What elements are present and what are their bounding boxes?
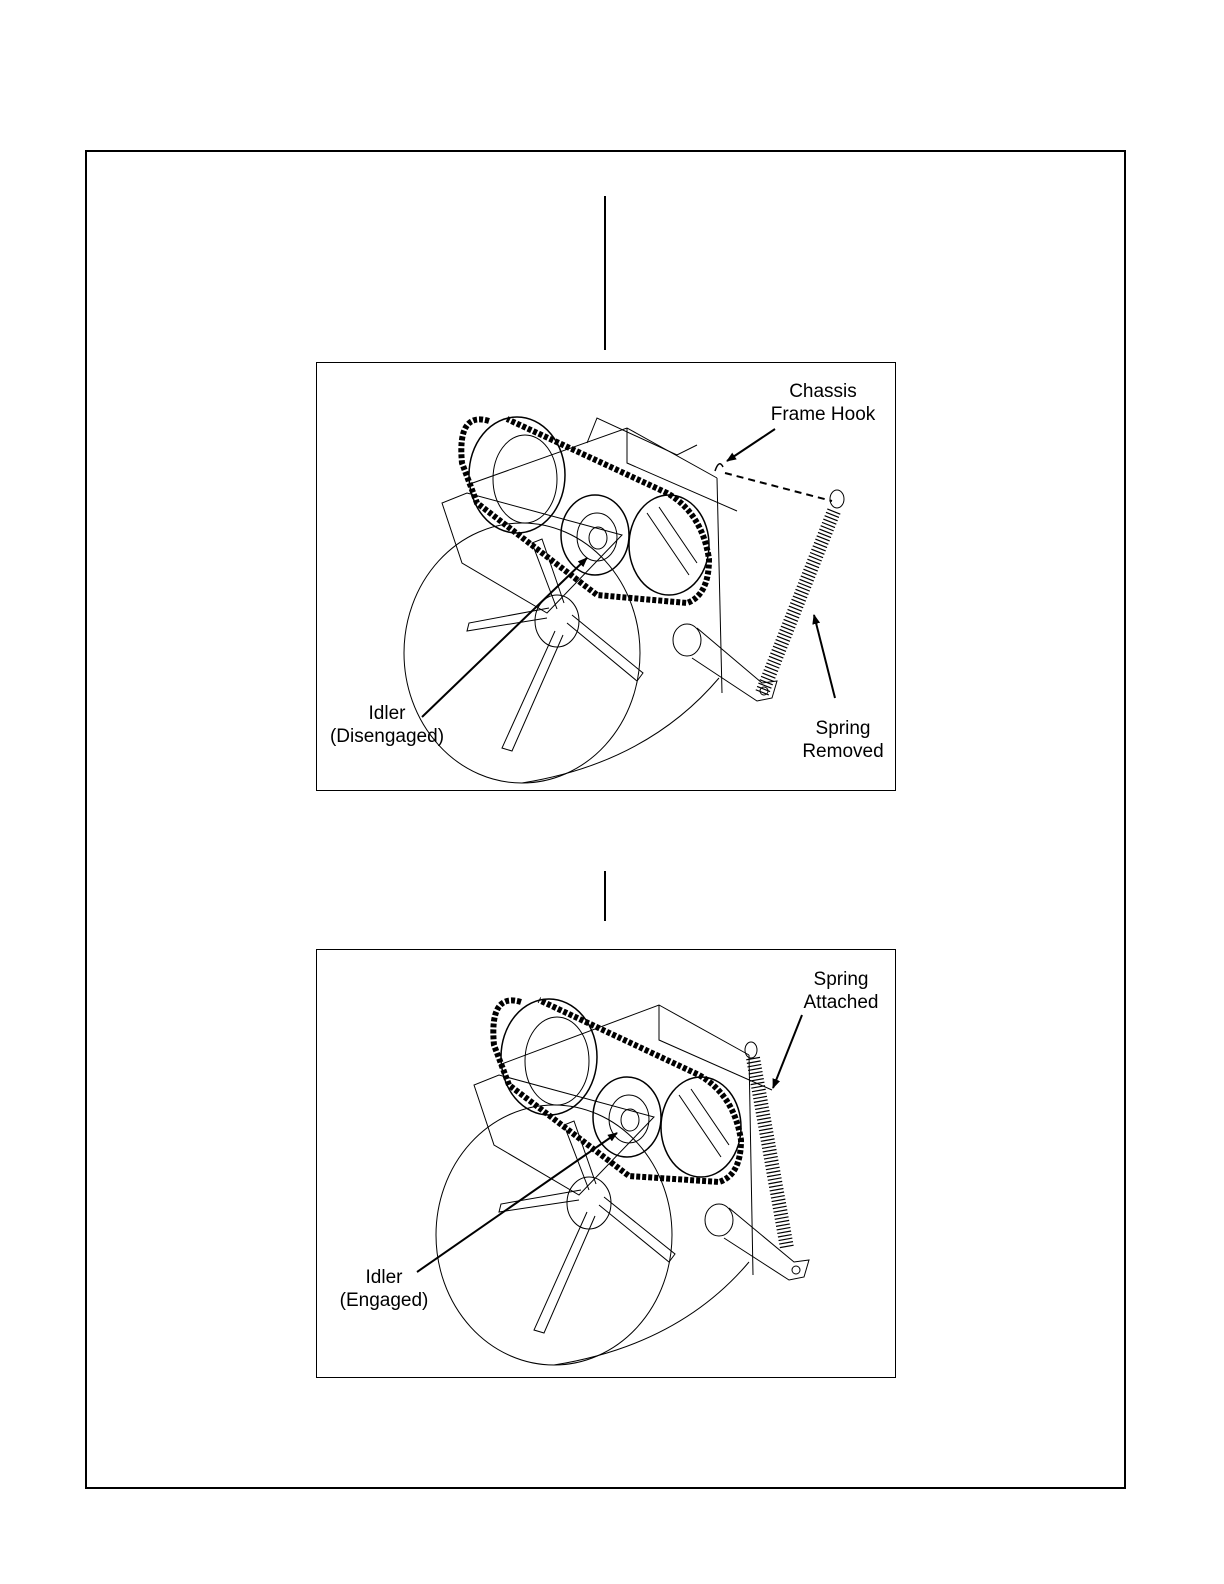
left-pulley	[469, 417, 565, 533]
fan-blades	[467, 539, 643, 751]
lower-bracket	[692, 628, 777, 701]
arrow-spring-removed	[814, 615, 835, 698]
lower-bracket	[724, 1208, 809, 1280]
label-idler-disengaged: Idler (Disengaged)	[329, 703, 445, 747]
left-pulley	[501, 999, 597, 1115]
housing-top-edge	[499, 1005, 749, 1065]
spring-removed	[762, 490, 844, 693]
housing-bottom-edge	[554, 1262, 749, 1365]
figure-idler-disengaged	[316, 362, 896, 791]
label-spring-removed: Spring Removed	[802, 718, 884, 762]
section-divider-middle	[604, 871, 606, 921]
label-spring-attached: Spring Attached	[803, 969, 879, 1013]
blower-drawing-bottom	[317, 950, 896, 1378]
drive-belt	[461, 419, 709, 603]
section-divider-top	[604, 196, 606, 350]
figure-idler-engaged	[316, 949, 896, 1378]
label-chassis-frame-hook: Chassis Frame Hook	[770, 381, 876, 425]
arrow-chassis-frame-hook	[727, 429, 775, 461]
label-idler-engaged: Idler (Engaged)	[339, 1267, 429, 1311]
arrow-spring-attached	[773, 1015, 802, 1088]
housing-top-edge	[467, 428, 717, 485]
chassis-frame-hook	[715, 464, 723, 471]
arrow-idler-engaged	[417, 1133, 617, 1272]
housing-bottom-edge	[522, 678, 719, 783]
hook-connection-dashed	[725, 473, 832, 501]
spring-attached	[745, 1042, 787, 1248]
